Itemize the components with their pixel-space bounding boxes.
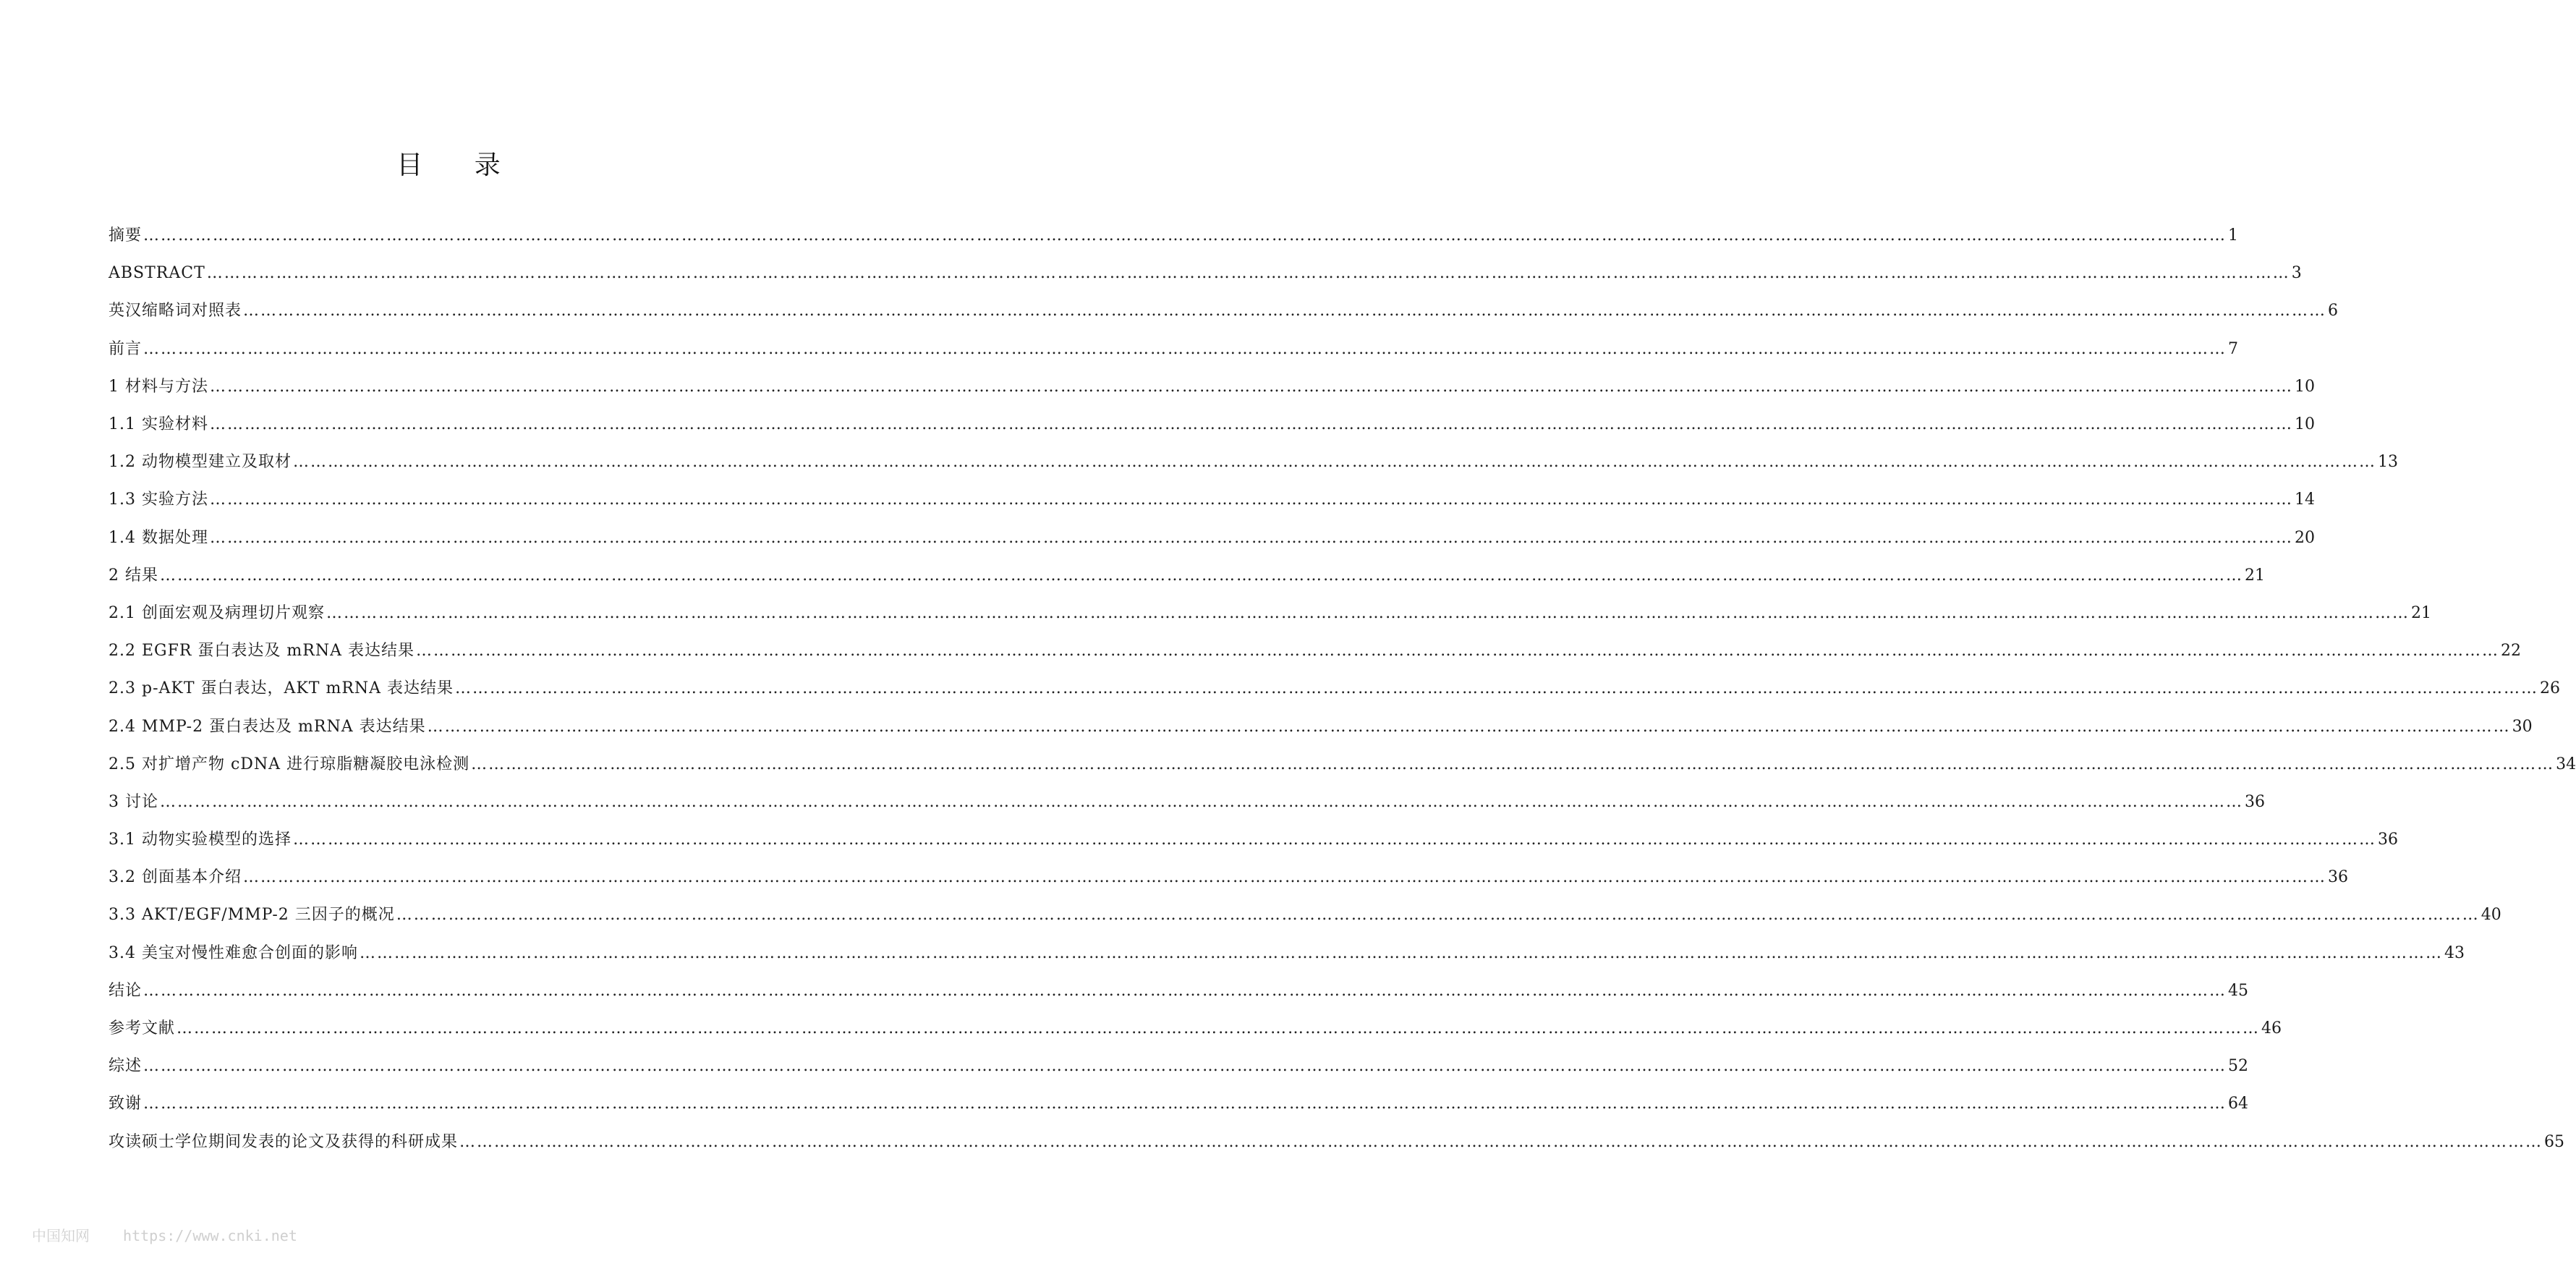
toc-dot-leader: ……………………………………………………………………………………………………………………………………………………………………………………………………………………………………………………………………………………………………………………………… — [416, 642, 2499, 661]
toc-entry[interactable] — [109, 292, 2339, 330]
toc-entry-label: 摘要 — [109, 226, 143, 245]
toc-entry-page-number: 46 — [2261, 1019, 2282, 1038]
toc-entry[interactable] — [109, 1048, 2249, 1085]
toc-entry[interactable] — [109, 519, 2315, 557]
toc-entry-page-number: 52 — [2228, 1057, 2249, 1076]
toc-entry[interactable] — [109, 217, 2239, 255]
toc-entry-label: 2.3 p-AKT 蛋白表达，AKT mRNA 表达结果 — [109, 679, 454, 698]
toc-entry-label: ABSTRACT — [109, 264, 205, 283]
toc-dot-leader: ……………………………………………………………………………………………………………………………………………………………………………………………………………………………………………………………………………………………………………………………… — [206, 264, 2290, 283]
toc-entry-page-number: 10 — [2294, 415, 2315, 434]
toc-dot-leader: ……………………………………………………………………………………………………………………………………………………………………………………………………………………………………………………………………………………………………………………………… — [209, 491, 2293, 509]
toc-dot-leader: ……………………………………………………………………………………………………………………………………………………………………………………………………………………………………………………………………………………………………………………………… — [459, 1132, 2543, 1151]
toc-dot-leader: ……………………………………………………………………………………………………………………………………………………………………………………………………………………………………………………………………………………………………………………………… — [471, 755, 2555, 773]
toc-entry-label: 致谢 — [109, 1095, 143, 1113]
toc-entry[interactable] — [109, 255, 2302, 292]
toc-entry[interactable] — [109, 708, 2533, 745]
toc-dot-leader: ……………………………………………………………………………………………………………………………………………………………………………………………………………………………………………………………………………………………………………………………… — [143, 1057, 2227, 1076]
toc-dot-leader: ……………………………………………………………………………………………………………………………………………………………………………………………………………………………………………………………………………………………………………………………… — [292, 453, 2376, 472]
toc-dot-leader: ……………………………………………………………………………………………………………………………………………………………………………………………………………………………………………………………………………………………………………………………… — [160, 792, 2243, 811]
toc-entry-label: 2.5 对扩增产物 cDNA 进行琼脂糖凝胶电泳检测 — [109, 755, 470, 773]
toc-entry[interactable] — [109, 1085, 2249, 1123]
toc-entry[interactable] — [109, 1010, 2282, 1048]
toc-entry-page-number: 20 — [2294, 528, 2315, 547]
toc-entry[interactable] — [109, 896, 2501, 934]
toc-entry-page-number: 64 — [2228, 1095, 2249, 1113]
toc-dot-leader: ……………………………………………………………………………………………………………………………………………………………………………………………………………………………………………………………………………………………………………………………… — [243, 302, 2327, 321]
toc-entry-label: 1 材料与方法 — [109, 377, 208, 396]
toc-entry-label: 前言 — [109, 339, 143, 358]
toc-entry[interactable] — [109, 406, 2315, 443]
toc-entry-page-number: 22 — [2501, 642, 2521, 661]
toc-dot-leader: ……………………………………………………………………………………………………………………………………………………………………………………………………………………………………………………………………………………………………………………………… — [143, 226, 2227, 245]
toc-entry[interactable] — [109, 331, 2239, 368]
toc-entry-label: 1.1 实验材料 — [109, 415, 208, 434]
toc-entry-page-number: 7 — [2228, 339, 2239, 358]
toc-entry[interactable] — [109, 443, 2398, 481]
toc-dot-leader: ……………………………………………………………………………………………………………………………………………………………………………………………………………………………………………………………………………………………………………………………… — [143, 339, 2227, 358]
toc-entry-label: 3.1 动物实验模型的选择 — [109, 831, 292, 849]
toc-entry-page-number: 26 — [2540, 679, 2561, 698]
toc-dot-leader: ……………………………………………………………………………………………………………………………………………………………………………………………………………………………………………………………………………………………………………………………… — [160, 566, 2243, 585]
toc-dot-leader: ……………………………………………………………………………………………………………………………………………………………………………………………………………………………………………………………………………………………………………………………… — [143, 981, 2227, 1000]
toc-entry-page-number: 36 — [2377, 831, 2398, 849]
toc-entry-label: 3 讨论 — [109, 792, 158, 811]
toc-entry-page-number: 40 — [2481, 906, 2501, 925]
toc-entry-label: 参考文献 — [109, 1019, 176, 1038]
watermark-url: https://www.cnki.net — [123, 1227, 297, 1244]
toc-dot-leader: ……………………………………………………………………………………………………………………………………………………………………………………………………………………………………………………………………………………………………………………………… — [177, 1019, 2261, 1038]
toc-entry-label: 3.2 创面基本介绍 — [109, 868, 242, 887]
toc-entry[interactable] — [109, 746, 2576, 784]
toc-entry-page-number: 10 — [2295, 377, 2315, 396]
toc-entry[interactable] — [109, 1124, 2565, 1161]
toc-entry-label: 3.3 AKT/EGF/MMP-2 三因子的概况 — [109, 906, 395, 925]
toc-entry-page-number: 6 — [2328, 302, 2339, 321]
toc-entry-page-number: 21 — [2245, 566, 2265, 585]
toc-entry-page-number: 45 — [2228, 981, 2249, 1000]
toc-entry-page-number: 14 — [2294, 491, 2315, 509]
toc-entry-page-number: 34 — [2556, 755, 2576, 773]
toc-entry[interactable] — [109, 632, 2521, 670]
page-title: 目 录 — [396, 150, 522, 180]
watermark-site-name: 中国知网 — [32, 1227, 90, 1244]
watermark — [32, 1224, 322, 1245]
toc-entry-page-number: 1 — [2228, 226, 2239, 245]
toc-entry-page-number: 13 — [2377, 453, 2398, 472]
toc-entry-page-number: 21 — [2410, 603, 2431, 622]
toc-entry-label: 1.2 动物模型建立及取材 — [109, 453, 292, 472]
toc-entry[interactable] — [109, 859, 2348, 896]
toc-entry-label: 1.3 实验方法 — [109, 491, 208, 509]
toc-entry[interactable] — [109, 935, 2465, 972]
toc-entry-page-number: 36 — [2245, 792, 2265, 811]
toc-entry-label: 3.4 美宝对慢性难愈合创面的影响 — [109, 943, 358, 962]
toc-entry[interactable] — [109, 557, 2265, 595]
toc-entry[interactable] — [109, 368, 2315, 406]
toc-entry[interactable] — [109, 595, 2431, 632]
toc-entry[interactable] — [109, 784, 2265, 821]
toc-dot-leader: ……………………………………………………………………………………………………………………………………………………………………………………………………………………………………………………………………………………………………………………………… — [427, 717, 2511, 736]
toc-entry-label: 英汉缩略词对照表 — [109, 302, 242, 321]
toc-entry[interactable] — [109, 972, 2249, 1010]
toc-dot-leader: ……………………………………………………………………………………………………………………………………………………………………………………………………………………………………………………………………………………………………………………………… — [209, 528, 2293, 547]
toc-entry-label: 2.2 EGFR 蛋白表达及 mRNA 表达结果 — [109, 642, 415, 661]
toc-entry-label: 2.1 创面宏观及病理切片观察 — [109, 603, 325, 622]
toc-dot-leader: ……………………………………………………………………………………………………………………………………………………………………………………………………………………………………………………………………………………………………………………………… — [326, 603, 2410, 622]
toc-dot-leader: ……………………………………………………………………………………………………………………………………………………………………………………………………………………………………………………………………………………………………………………………… — [242, 868, 2326, 887]
toc-entry[interactable] — [109, 821, 2398, 859]
toc-entry-page-number: 3 — [2291, 264, 2302, 283]
table-of-contents — [109, 217, 2576, 1161]
toc-entry-page-number: 36 — [2327, 868, 2348, 887]
toc-entry-label: 攻读硕士学位期间发表的论文及获得的科研成果 — [109, 1132, 459, 1151]
toc-entry-label: 2 结果 — [109, 566, 158, 585]
toc-entry-label: 综述 — [109, 1057, 143, 1076]
toc-dot-leader: ……………………………………………………………………………………………………………………………………………………………………………………………………………………………………………………………………………………………………………………………… — [359, 943, 2443, 962]
toc-entry-label: 1.4 数据处理 — [109, 528, 208, 547]
toc-entry-page-number: 43 — [2444, 943, 2465, 962]
toc-dot-leader: ……………………………………………………………………………………………………………………………………………………………………………………………………………………………………………………………………………………………………………………………… — [292, 831, 2376, 849]
toc-entry-label: 结论 — [109, 981, 143, 1000]
toc-entry[interactable] — [109, 670, 2561, 708]
toc-dot-leader: ……………………………………………………………………………………………………………………………………………………………………………………………………………………………………………………………………………………………………………………………… — [455, 679, 2539, 698]
toc-entry[interactable] — [109, 481, 2315, 519]
toc-dot-leader: ……………………………………………………………………………………………………………………………………………………………………………………………………………………………………………………………………………………………………………………………… — [210, 377, 2293, 396]
toc-entry-page-number: 30 — [2512, 717, 2533, 736]
toc-entry-page-number: 65 — [2544, 1132, 2565, 1151]
toc-dot-leader: ……………………………………………………………………………………………………………………………………………………………………………………………………………………………………………………………………………………………………………………………… — [143, 1095, 2227, 1113]
toc-entry-label: 2.4 MMP-2 蛋白表达及 mRNA 表达结果 — [109, 717, 426, 736]
toc-dot-leader: ……………………………………………………………………………………………………………………………………………………………………………………………………………………………………………………………………………………………………………………………… — [396, 906, 2480, 925]
toc-dot-leader: ……………………………………………………………………………………………………………………………………………………………………………………………………………………………………………………………………………………………………………………………… — [209, 415, 2293, 434]
